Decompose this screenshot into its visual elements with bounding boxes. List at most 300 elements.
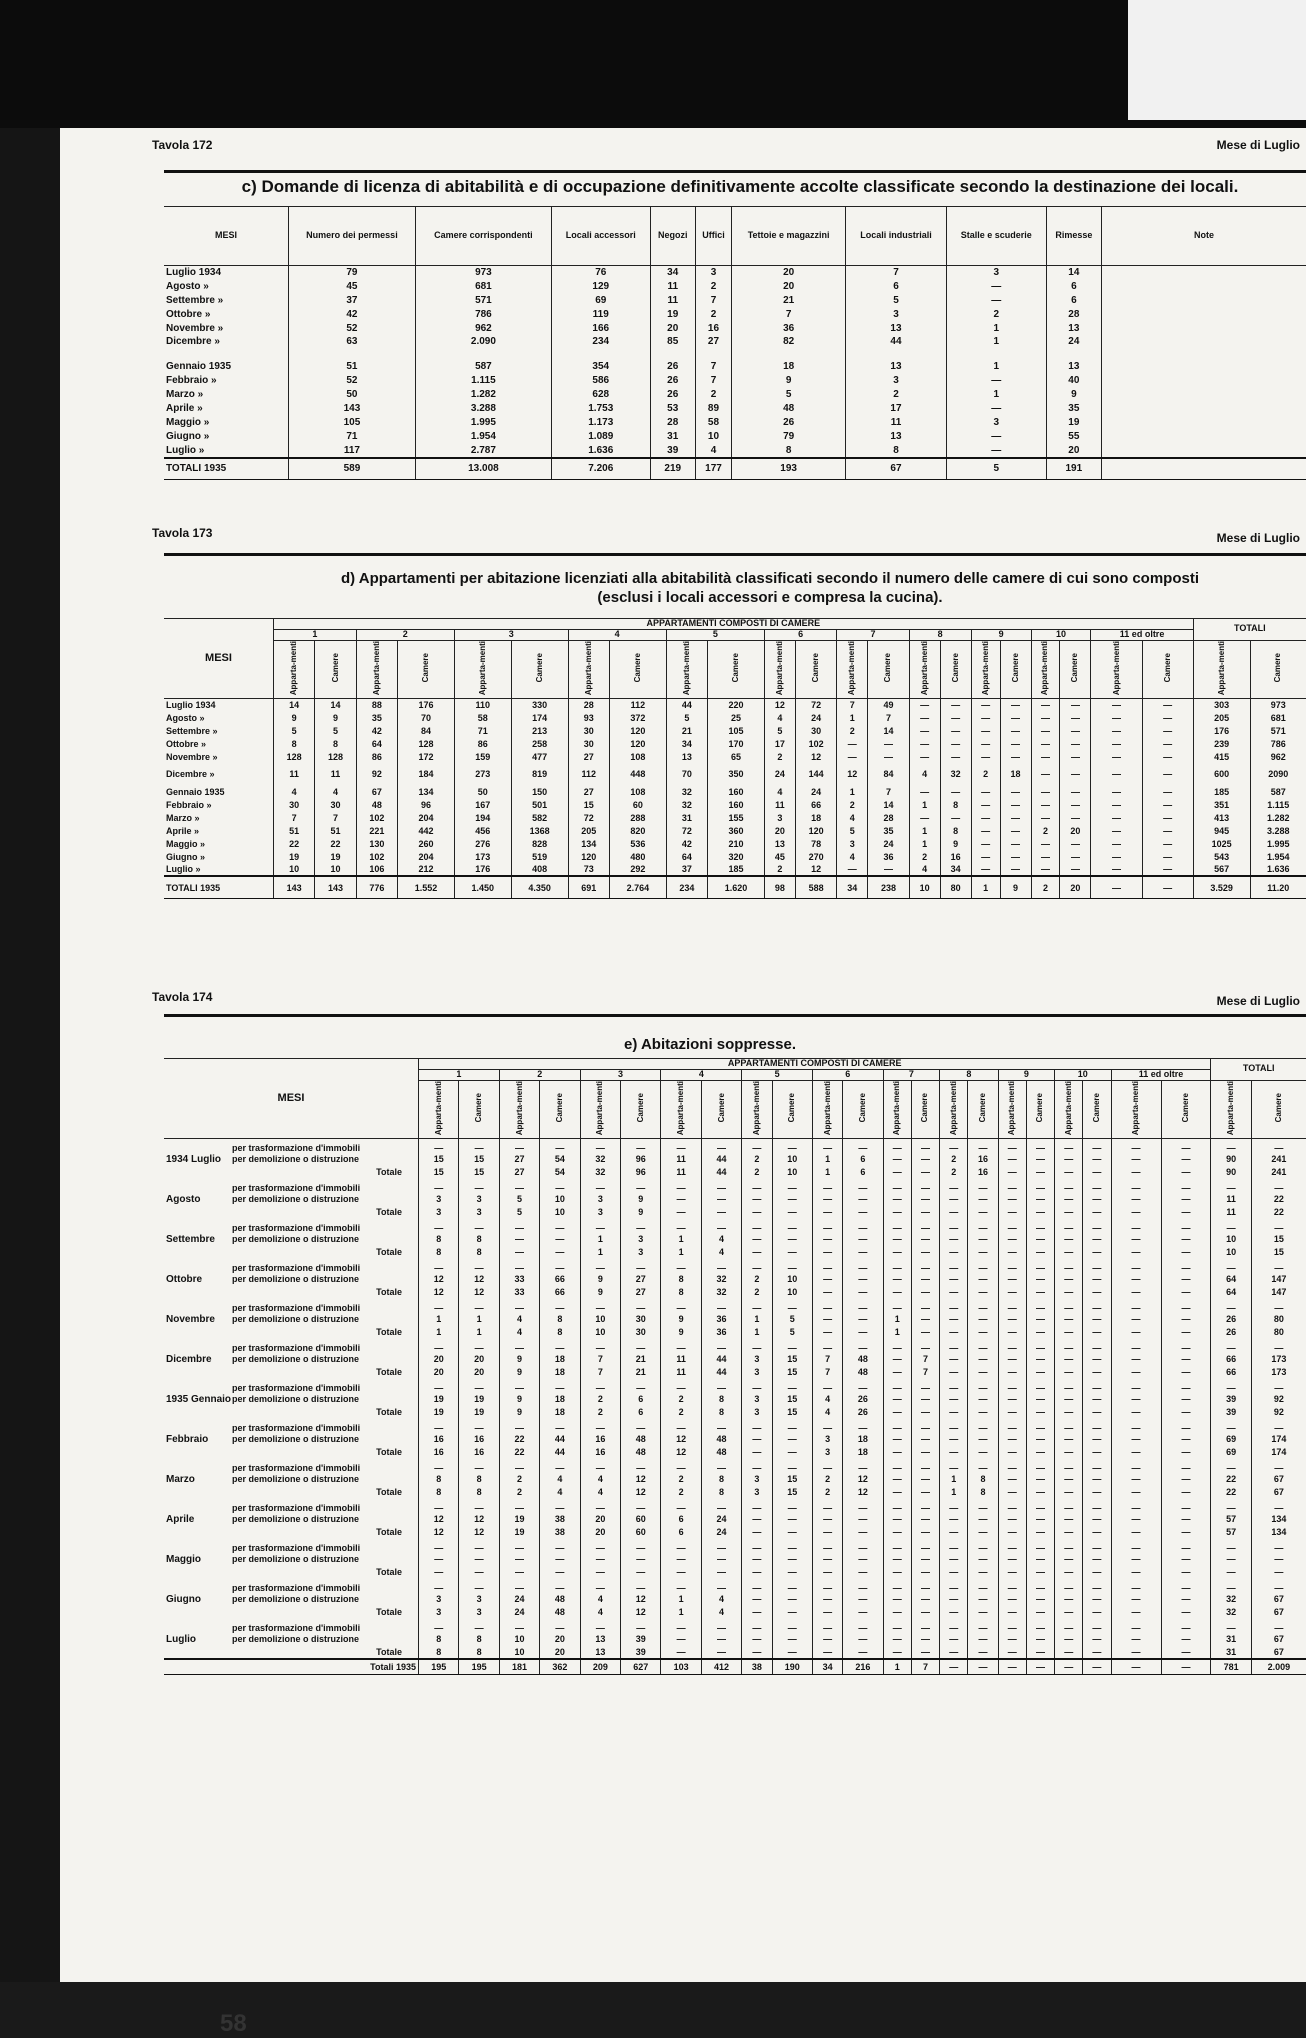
value-cell: —: [843, 1273, 883, 1286]
total-cell: 691: [568, 876, 609, 898]
value-cell: —: [812, 1313, 842, 1326]
table-row: [164, 416, 1306, 430]
value-cell: —: [1111, 1486, 1161, 1499]
value-cell: —: [1083, 1153, 1111, 1166]
t173-group-number: 2: [356, 629, 454, 640]
value-cell: 88: [356, 698, 397, 711]
value-cell: 14: [315, 698, 356, 711]
value-cell: 19: [1046, 416, 1101, 430]
value-cell: —: [911, 1153, 939, 1166]
t174-sub-header-cam: [621, 1080, 661, 1138]
value-cell: 12: [459, 1273, 499, 1286]
value-cell: —: [540, 1579, 580, 1593]
t173-sub-header-cam: [1000, 640, 1031, 698]
value-cell: —: [1161, 1446, 1211, 1459]
value-cell: 3: [742, 1366, 772, 1379]
value-cell: 45: [764, 850, 795, 863]
value-cell: 3: [742, 1353, 772, 1366]
value-cell: —: [1251, 1419, 1306, 1433]
value-cell: —: [742, 1526, 772, 1539]
month-cell: [164, 1233, 419, 1246]
table-row: [164, 1353, 1306, 1366]
value-cell: —: [1161, 1526, 1211, 1539]
t173-sub-header-app: [971, 640, 1000, 698]
value-cell: —: [968, 1406, 998, 1419]
value-cell: —: [772, 1646, 812, 1659]
row-kind-label: per trasformazione d'immobili: [232, 1463, 360, 1473]
sub-header-text: Apparta-menti: [1065, 1081, 1073, 1135]
value-cell: 160: [708, 785, 765, 798]
month-cell: [164, 1473, 419, 1486]
value-cell: 52: [289, 322, 416, 336]
value-cell: —: [742, 1233, 772, 1246]
value-cell: 34: [650, 266, 695, 280]
t172-header-cell: Locali industriali: [846, 207, 947, 266]
month-cell: [164, 1166, 419, 1179]
value-cell: —: [1026, 1446, 1054, 1459]
total-cell: 234: [666, 876, 707, 898]
value-cell: —: [911, 1579, 939, 1593]
value-cell: —: [1055, 1446, 1083, 1459]
value-cell: —: [661, 1299, 701, 1313]
value-cell: —: [459, 1179, 499, 1193]
value-cell: 19: [419, 1406, 459, 1419]
value-cell: —: [1060, 711, 1091, 724]
value-cell: —: [1000, 785, 1031, 798]
month-cell: [164, 1153, 419, 1166]
value-cell: 3: [419, 1193, 459, 1206]
value-cell: —: [1031, 798, 1060, 811]
value-cell: —: [499, 1219, 539, 1233]
value-cell: —: [883, 1406, 911, 1419]
row-kind-label: per trasformazione d'immobili: [232, 1583, 360, 1593]
value-cell: —: [1026, 1513, 1054, 1526]
value-cell: —: [1000, 824, 1031, 837]
table-row: [164, 1138, 1306, 1153]
t174-sub-header-app: [812, 1080, 842, 1138]
value-cell: —: [998, 1246, 1026, 1259]
value-cell: 26: [650, 374, 695, 388]
note-cell: [1102, 374, 1306, 388]
value-cell: 4: [909, 763, 940, 785]
value-cell: —: [1055, 1566, 1083, 1579]
value-cell: 258: [511, 737, 568, 750]
value-cell: —: [909, 711, 940, 724]
table-row: [164, 763, 1306, 785]
value-cell: —: [968, 1339, 998, 1353]
value-cell: —: [1111, 1166, 1161, 1179]
total-cell: —: [968, 1659, 998, 1675]
value-cell: 63: [289, 336, 416, 360]
value-cell: —: [812, 1593, 842, 1606]
value-cell: 372: [609, 711, 666, 724]
value-cell: 19: [499, 1513, 539, 1526]
value-cell: 72: [666, 824, 707, 837]
value-cell: 44: [701, 1166, 741, 1179]
row-kind-label: Totale: [232, 1527, 402, 1537]
value-cell: 1368: [511, 824, 568, 837]
value-cell: 134: [1251, 1526, 1306, 1539]
sub-header-text: Camere: [332, 653, 340, 682]
value-cell: —: [580, 1138, 620, 1153]
value-cell: 13: [1046, 322, 1101, 336]
value-cell: —: [772, 1539, 812, 1553]
value-cell: —: [1211, 1419, 1251, 1433]
value-cell: 1: [883, 1326, 911, 1339]
sub-header-text: Apparta-menti: [893, 1081, 901, 1135]
value-cell: —: [661, 1219, 701, 1233]
value-cell: —: [883, 1153, 911, 1166]
value-cell: —: [1026, 1539, 1054, 1553]
value-cell: —: [701, 1619, 741, 1633]
value-cell: —: [1111, 1326, 1161, 1339]
total-cell: 216: [843, 1659, 883, 1675]
value-cell: 16: [459, 1446, 499, 1459]
value-cell: 30: [621, 1326, 661, 1339]
value-cell: —: [998, 1606, 1026, 1619]
value-cell: —: [1026, 1593, 1054, 1606]
value-cell: —: [1161, 1259, 1211, 1273]
value-cell: 31: [666, 811, 707, 824]
value-cell: —: [772, 1299, 812, 1313]
t173-title: d) Appartamenti per abitazione licenziati alla abitabilità classificati secondo il numero delle camere di cui sono composti (esclusi i locali accessori e compresa la cucina).: [320, 570, 1220, 608]
value-cell: —: [968, 1459, 998, 1473]
value-cell: 1: [661, 1246, 701, 1259]
value-cell: 2: [742, 1286, 772, 1299]
value-cell: 6: [843, 1153, 883, 1166]
value-cell: —: [1161, 1339, 1211, 1353]
value-cell: 442: [398, 824, 455, 837]
value-cell: 16: [459, 1433, 499, 1446]
value-cell: —: [1111, 1339, 1161, 1353]
value-cell: —: [812, 1259, 842, 1273]
value-cell: —: [1031, 763, 1060, 785]
total-cell: 34: [837, 876, 868, 898]
value-cell: —: [772, 1593, 812, 1606]
table-row: [164, 1593, 1306, 1606]
value-cell: 26: [843, 1406, 883, 1419]
value-cell: 71: [289, 430, 416, 444]
value-cell: 89: [695, 402, 731, 416]
value-cell: 519: [511, 850, 568, 863]
value-cell: —: [1026, 1233, 1054, 1246]
value-cell: 2: [661, 1406, 701, 1419]
value-cell: —: [499, 1419, 539, 1433]
value-cell: 2: [580, 1393, 620, 1406]
value-cell: 3: [742, 1486, 772, 1499]
value-cell: —: [1161, 1513, 1211, 1526]
value-cell: 92: [1251, 1393, 1306, 1406]
value-cell: —: [940, 737, 971, 750]
value-cell: —: [459, 1379, 499, 1393]
row-kind-label: Totale: [232, 1487, 402, 1497]
value-cell: 36: [701, 1313, 741, 1326]
t173-sub-header-app: [666, 640, 707, 698]
t173-table: [164, 618, 1306, 899]
value-cell: 24: [499, 1606, 539, 1619]
value-cell: —: [772, 1433, 812, 1446]
value-cell: 27: [568, 785, 609, 798]
row-kind-label: per trasformazione d'immobili: [232, 1623, 360, 1633]
t172-header-cell: Camere corrispondenti: [415, 207, 551, 266]
month-cell: Maggio »: [164, 416, 289, 430]
value-cell: —: [580, 1499, 620, 1513]
value-cell: 79: [732, 430, 846, 444]
value-cell: —: [998, 1393, 1026, 1406]
value-cell: —: [1142, 711, 1193, 724]
value-cell: —: [1091, 737, 1142, 750]
value-cell: 134: [398, 785, 455, 798]
value-cell: —: [1026, 1179, 1054, 1193]
t173-group-number: 8: [909, 629, 971, 640]
value-cell: 86: [454, 737, 511, 750]
value-cell: —: [661, 1553, 701, 1566]
value-cell: —: [1091, 811, 1142, 824]
value-cell: 28: [568, 698, 609, 711]
value-cell: 14: [868, 798, 909, 811]
value-cell: —: [1161, 1459, 1211, 1473]
value-cell: 24: [868, 837, 909, 850]
value-cell: —: [1083, 1473, 1111, 1486]
sub-header-text: Camere: [732, 653, 740, 682]
value-cell: —: [883, 1193, 911, 1206]
value-cell: 9: [661, 1313, 701, 1326]
value-cell: —: [742, 1539, 772, 1553]
value-cell: —: [883, 1419, 911, 1433]
month-cell: Settembre »: [164, 724, 274, 737]
value-cell: 12: [661, 1446, 701, 1459]
value-cell: —: [883, 1166, 911, 1179]
month-cell: Agosto »: [164, 711, 274, 724]
value-cell: —: [1161, 1646, 1211, 1659]
value-cell: 2: [695, 308, 731, 322]
value-cell: 31: [650, 430, 695, 444]
value-cell: —: [843, 1286, 883, 1299]
value-cell: —: [1142, 863, 1193, 876]
value-cell: —: [742, 1513, 772, 1526]
t173-totali-header: TOTALI: [1193, 619, 1306, 641]
month-cell: Aprile »: [164, 824, 274, 837]
value-cell: —: [580, 1259, 620, 1273]
value-cell: —: [499, 1339, 539, 1353]
value-cell: 16: [968, 1166, 998, 1179]
value-cell: 173: [1251, 1366, 1306, 1379]
value-cell: —: [843, 1499, 883, 1513]
value-cell: 1.636: [551, 444, 650, 458]
value-cell: —: [998, 1499, 1026, 1513]
value-cell: 12: [621, 1486, 661, 1499]
value-cell: 9: [621, 1206, 661, 1219]
value-cell: 4: [909, 863, 940, 876]
t174-sub-header-app: [1055, 1080, 1083, 1138]
value-cell: 7: [695, 294, 731, 308]
value-cell: —: [621, 1579, 661, 1593]
rule: [164, 170, 1306, 173]
value-cell: —: [540, 1233, 580, 1246]
month-cell: Luglio »: [164, 444, 289, 458]
value-cell: —: [1251, 1259, 1306, 1273]
sub-header-text: Apparta-menti: [776, 641, 784, 695]
value-cell: 50: [289, 388, 416, 402]
row-kind-label: per trasformazione d'immobili: [232, 1183, 360, 1193]
value-cell: 44: [666, 698, 707, 711]
value-cell: 3: [459, 1193, 499, 1206]
value-cell: 48: [356, 798, 397, 811]
value-cell: —: [1031, 837, 1060, 850]
total-cell: 1.450: [454, 876, 511, 898]
value-cell: —: [742, 1579, 772, 1593]
value-cell: 20: [540, 1633, 580, 1646]
value-cell: —: [812, 1138, 842, 1153]
value-cell: —: [1111, 1259, 1161, 1273]
table-row: [164, 1259, 1306, 1273]
value-cell: —: [742, 1179, 772, 1193]
table-row: [164, 1446, 1306, 1459]
value-cell: 3: [580, 1193, 620, 1206]
value-cell: 4: [837, 811, 868, 824]
value-cell: —: [1211, 1579, 1251, 1593]
scan-top-border: [0, 0, 1306, 128]
month-cell: Novembre »: [164, 322, 289, 336]
value-cell: 27: [621, 1273, 661, 1286]
value-cell: 12: [621, 1473, 661, 1486]
month-cell: [164, 1299, 419, 1313]
value-cell: —: [1161, 1406, 1211, 1419]
value-cell: —: [843, 1219, 883, 1233]
sub-header-text: Camere: [1012, 653, 1020, 682]
value-cell: —: [772, 1193, 812, 1206]
value-cell: 7: [812, 1366, 842, 1379]
value-cell: —: [1055, 1539, 1083, 1553]
value-cell: —: [940, 1579, 968, 1593]
value-cell: —: [909, 750, 940, 763]
value-cell: 8: [419, 1646, 459, 1659]
total-cell: —: [998, 1659, 1026, 1675]
value-cell: 37: [666, 863, 707, 876]
value-cell: —: [1083, 1193, 1111, 1206]
value-cell: —: [911, 1566, 939, 1579]
value-cell: —: [812, 1273, 842, 1286]
value-cell: 1: [580, 1233, 620, 1246]
note-cell: [1102, 308, 1306, 322]
value-cell: 3: [946, 416, 1046, 430]
value-cell: 3: [419, 1606, 459, 1619]
value-cell: 5: [499, 1206, 539, 1219]
value-cell: —: [883, 1486, 911, 1499]
table-row: [164, 280, 1306, 294]
value-cell: —: [883, 1579, 911, 1593]
month-name: Dicembre: [166, 1354, 232, 1365]
row-kind-label: per trasformazione d'immobili: [232, 1143, 360, 1153]
value-cell: 130: [356, 837, 397, 850]
value-cell: —: [843, 1553, 883, 1566]
total-cell: 219: [650, 458, 695, 480]
value-cell: —: [911, 1339, 939, 1353]
value-cell: 10: [580, 1313, 620, 1326]
value-cell: —: [1091, 785, 1142, 798]
sub-header-text: Apparta-menti: [516, 1081, 524, 1135]
value-cell: 1: [946, 336, 1046, 360]
value-cell: —: [459, 1459, 499, 1473]
value-cell: —: [911, 1486, 939, 1499]
value-cell: —: [1091, 837, 1142, 850]
value-cell: —: [1055, 1486, 1083, 1499]
value-cell: 10: [274, 863, 315, 876]
sub-header-text: Apparta-menti: [824, 1081, 832, 1135]
value-cell: 19: [499, 1526, 539, 1539]
value-cell: —: [940, 1326, 968, 1339]
value-cell: 4: [499, 1313, 539, 1326]
value-cell: —: [621, 1499, 661, 1513]
table-row: [164, 1406, 1306, 1419]
value-cell: —: [1211, 1499, 1251, 1513]
sub-header-text: Camere: [788, 1093, 796, 1122]
value-cell: —: [1111, 1206, 1161, 1219]
value-cell: 26: [732, 416, 846, 430]
total-cell: 1: [883, 1659, 911, 1675]
value-cell: —: [1142, 811, 1193, 824]
value-cell: 80: [1251, 1326, 1306, 1339]
value-cell: 12: [459, 1513, 499, 1526]
value-cell: 4: [580, 1593, 620, 1606]
value-cell: 10: [772, 1166, 812, 1179]
value-cell: —: [1026, 1499, 1054, 1513]
total-cell: 67: [846, 458, 947, 480]
value-cell: 18: [540, 1366, 580, 1379]
value-cell: —: [1111, 1406, 1161, 1419]
value-cell: —: [1161, 1246, 1211, 1259]
month-cell: Aprile »: [164, 402, 289, 416]
value-cell: 15: [772, 1353, 812, 1366]
value-cell: 8: [968, 1486, 998, 1499]
value-cell: —: [742, 1499, 772, 1513]
total-cell: 98: [764, 876, 795, 898]
value-cell: —: [843, 1606, 883, 1619]
value-cell: —: [1083, 1393, 1111, 1406]
value-cell: —: [1000, 850, 1031, 863]
value-cell: 112: [609, 698, 666, 711]
value-cell: —: [1055, 1299, 1083, 1313]
value-cell: —: [742, 1619, 772, 1633]
value-cell: —: [1055, 1593, 1083, 1606]
t173-sub-header-app: [764, 640, 795, 698]
value-cell: —: [911, 1193, 939, 1206]
sub-header-text: Apparta-menti: [1227, 1081, 1235, 1135]
value-cell: —: [499, 1138, 539, 1153]
value-cell: —: [946, 294, 1046, 308]
value-cell: 6: [843, 1166, 883, 1179]
value-cell: 4: [701, 1246, 741, 1259]
value-cell: —: [1111, 1313, 1161, 1326]
value-cell: —: [459, 1539, 499, 1553]
value-cell: —: [1000, 698, 1031, 711]
value-cell: —: [661, 1579, 701, 1593]
value-cell: —: [812, 1419, 842, 1433]
value-cell: 7: [315, 811, 356, 824]
value-cell: 8: [419, 1246, 459, 1259]
value-cell: —: [1031, 711, 1060, 724]
value-cell: —: [940, 1299, 968, 1313]
total-cell: 627: [621, 1659, 661, 1675]
value-cell: 3: [742, 1473, 772, 1486]
value-cell: 2: [742, 1273, 772, 1286]
total-cell: 13.008: [415, 458, 551, 480]
value-cell: —: [883, 1138, 911, 1153]
value-cell: —: [1083, 1606, 1111, 1619]
value-cell: —: [772, 1606, 812, 1619]
value-cell: —: [1161, 1419, 1211, 1433]
value-cell: 2: [837, 724, 868, 737]
